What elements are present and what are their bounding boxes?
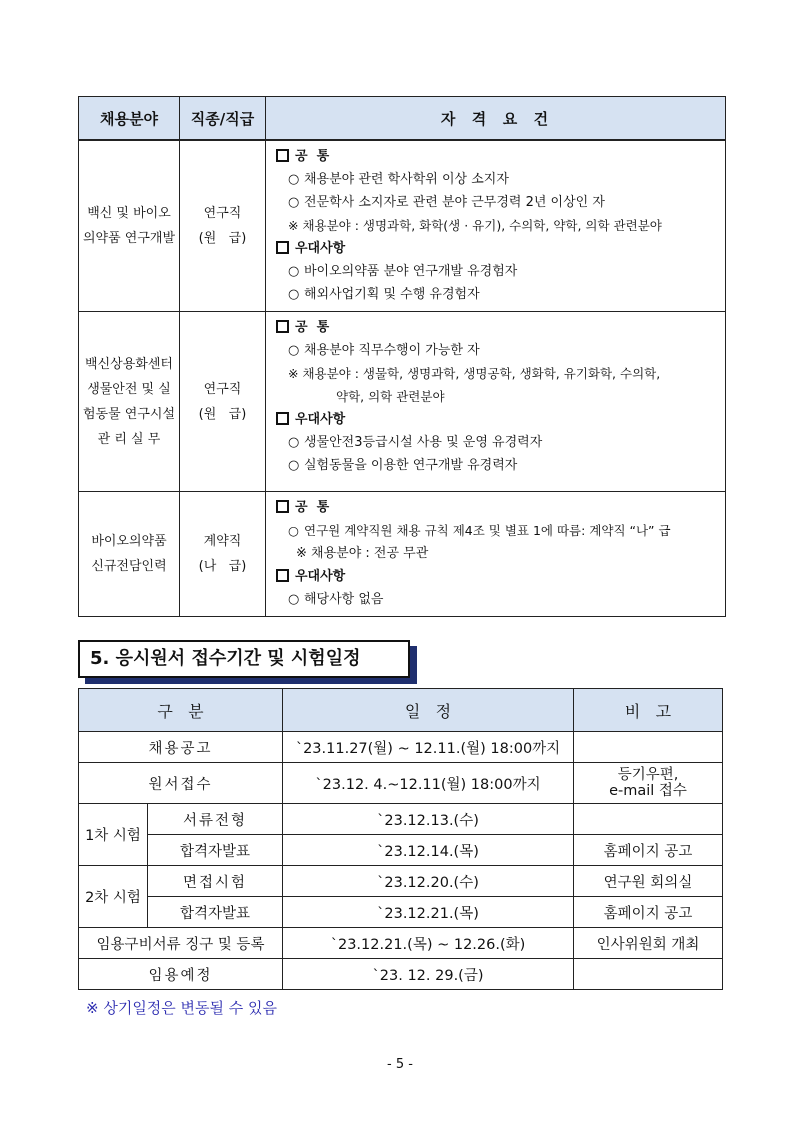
preference-label: 우대사항 bbox=[295, 412, 346, 427]
qualification-table bbox=[78, 96, 726, 617]
grade-line: (나 급) bbox=[198, 559, 247, 574]
section-title: 5. 응시원서 접수기간 및 시험일정 bbox=[78, 640, 410, 678]
field-cell bbox=[79, 492, 180, 617]
step-remark bbox=[574, 804, 723, 835]
checkbox-square-icon bbox=[276, 412, 289, 425]
step-remark: 홈페이지 공고 bbox=[574, 897, 723, 928]
field-line: 생물안전 및 실 bbox=[87, 381, 171, 397]
grade-cell bbox=[180, 140, 266, 312]
circle-bullet-icon: ○ bbox=[288, 264, 300, 279]
list-item bbox=[276, 339, 719, 362]
grade-line: (원 급) bbox=[198, 231, 247, 246]
circle-bullet-icon: ○ bbox=[288, 195, 300, 210]
common-label: 공 통 bbox=[295, 500, 330, 515]
list-item-text: 채용분야 직무수행이 가능한 자 bbox=[304, 343, 480, 358]
step-date: `23. 12. 29.(금) bbox=[283, 959, 574, 990]
field-line: 험동물 연구시설 bbox=[82, 406, 176, 422]
grade-cell bbox=[180, 312, 266, 492]
list-item bbox=[276, 454, 719, 477]
circle-bullet-icon: ○ bbox=[288, 592, 300, 607]
checkbox-square-icon bbox=[276, 500, 289, 513]
common-heading bbox=[276, 316, 719, 339]
header-schedule: 일 정 bbox=[283, 689, 574, 732]
qualification-row bbox=[79, 140, 726, 312]
remark-line: 등기우편, bbox=[617, 767, 679, 783]
schedule-header-row bbox=[79, 689, 723, 732]
circle-bullet-icon: ○ bbox=[288, 287, 300, 302]
common-heading bbox=[276, 145, 719, 168]
step-date: `23.12.13.(수) bbox=[283, 804, 574, 835]
preference-heading bbox=[276, 237, 719, 260]
table-row bbox=[79, 897, 723, 928]
grade-line: (원 급) bbox=[198, 406, 247, 422]
step-label: 합격자발표 bbox=[148, 897, 283, 928]
requirements-cell bbox=[266, 492, 726, 617]
round-label: 1차 시험 bbox=[79, 804, 148, 866]
list-item bbox=[276, 588, 719, 611]
step-remark: 인사위원회 개최 bbox=[574, 928, 723, 959]
field-line: 관 리 실 무 bbox=[97, 431, 161, 447]
list-item-text: 생물안전3등급시설 사용 및 운영 유경력자 bbox=[304, 435, 543, 450]
field-line: 바이오의약품 bbox=[91, 534, 167, 549]
checkbox-square-icon bbox=[276, 241, 289, 254]
qualification-row bbox=[79, 312, 726, 492]
grade-line: 연구직 bbox=[203, 381, 242, 397]
table-row bbox=[79, 928, 723, 959]
step-date: `23.11.27(월) ~ 12.11.(월) 18:00까지 bbox=[283, 732, 574, 763]
field-line: 의약품 연구개발 bbox=[82, 231, 176, 246]
list-item bbox=[276, 283, 719, 306]
field-note: ※ 채용분야 : 생명과학, 화학(생 · 유기), 수의학, 약학, 의학 관련분야 bbox=[288, 218, 662, 233]
grade-line: 계약직 bbox=[203, 534, 242, 549]
checkbox-square-icon bbox=[276, 320, 289, 333]
page-number: - 5 - bbox=[387, 1057, 413, 1072]
step-label: 면접시험 bbox=[148, 866, 283, 897]
remark-line: e-mail 접수 bbox=[609, 783, 687, 799]
step-date: `23.12.20.(수) bbox=[283, 866, 574, 897]
requirements-cell bbox=[266, 312, 726, 492]
table-row bbox=[79, 959, 723, 990]
field-note-continued: 약학, 의학 관련분야 bbox=[336, 389, 445, 404]
table-row bbox=[79, 732, 723, 763]
step-label: 합격자발표 bbox=[148, 835, 283, 866]
schedule-table bbox=[78, 688, 723, 990]
list-item-text: 실험동물을 이용한 연구개발 유경력자 bbox=[304, 458, 518, 473]
table-row bbox=[79, 763, 723, 804]
circle-bullet-icon: ○ bbox=[288, 435, 300, 450]
field-note: ※ 채용분야 : 생물학, 생명과학, 생명공학, 생화학, 유기화학, 수의학, bbox=[288, 366, 661, 381]
list-item bbox=[276, 519, 719, 542]
preference-heading bbox=[276, 565, 719, 588]
step-remark bbox=[574, 732, 723, 763]
list-item-text: 바이오의약품 분야 연구개발 유경험자 bbox=[304, 264, 518, 279]
header-field: 채용분야 bbox=[79, 97, 180, 141]
list-item-text: 해당사항 없음 bbox=[304, 592, 384, 607]
header-requirements: 자 격 요 건 bbox=[266, 97, 726, 141]
list-item-text: 해외사업기획 및 수행 유경험자 bbox=[304, 287, 480, 302]
preference-heading bbox=[276, 408, 719, 431]
header-category: 구 분 bbox=[79, 689, 283, 732]
grade-line: 연구직 bbox=[203, 206, 242, 221]
field-line: 백신상용화센터 bbox=[85, 356, 173, 372]
step-label: 임용예정 bbox=[79, 959, 283, 990]
list-item bbox=[276, 431, 719, 454]
preference-label: 우대사항 bbox=[295, 241, 346, 256]
header-grade: 직종/직급 bbox=[180, 97, 266, 141]
circle-bullet-icon: ○ bbox=[288, 343, 300, 358]
header-remarks: 비 고 bbox=[574, 689, 723, 732]
list-item-text: 전문학사 소지자로 관련 분야 근무경력 2년 이상인 자 bbox=[304, 195, 605, 210]
table-row bbox=[79, 835, 723, 866]
step-remark bbox=[574, 763, 723, 804]
grade-cell bbox=[180, 492, 266, 617]
step-date: `23.12. 4.~12.11(월) 18:00까지 bbox=[283, 763, 574, 804]
list-item bbox=[276, 168, 719, 191]
step-remark: 홈페이지 공고 bbox=[574, 835, 723, 866]
step-label: 서류전형 bbox=[148, 804, 283, 835]
step-label: 채용공고 bbox=[79, 732, 283, 763]
list-item-text: 채용분야 관련 학사학위 이상 소지자 bbox=[304, 172, 509, 187]
circle-bullet-icon: ○ bbox=[288, 523, 299, 538]
step-label: 임용구비서류 징구 및 등록 bbox=[79, 928, 283, 959]
round-label: 2차 시험 bbox=[79, 866, 148, 928]
step-date: `23.12.21.(목) bbox=[283, 897, 574, 928]
circle-bullet-icon: ○ bbox=[288, 172, 300, 187]
common-label: 공 통 bbox=[295, 320, 330, 335]
field-cell bbox=[79, 312, 180, 492]
step-remark: 연구원 회의실 bbox=[574, 866, 723, 897]
table-row bbox=[79, 804, 723, 835]
table-row bbox=[79, 866, 723, 897]
common-label: 공 통 bbox=[295, 149, 330, 164]
list-item bbox=[276, 260, 719, 283]
field-line: 신규전담인력 bbox=[91, 559, 167, 574]
checkbox-square-icon bbox=[276, 569, 289, 582]
circle-bullet-icon: ○ bbox=[288, 458, 300, 473]
checkbox-square-icon bbox=[276, 149, 289, 162]
list-item bbox=[276, 191, 719, 214]
qualification-row bbox=[79, 492, 726, 617]
field-note: ※ 채용분야 : 전공 무관 bbox=[296, 546, 429, 561]
common-heading bbox=[276, 496, 719, 519]
list-item-text: 연구원 계약직원 채용 규칙 제4조 및 별표 1에 따름: 계약직 “나” 급 bbox=[304, 523, 671, 538]
field-cell bbox=[79, 140, 180, 312]
step-date: `23.12.14.(목) bbox=[283, 835, 574, 866]
step-remark bbox=[574, 959, 723, 990]
step-label: 원서접수 bbox=[79, 763, 283, 804]
preference-label: 우대사항 bbox=[295, 569, 346, 584]
step-date: `23.12.21.(목) ~ 12.26.(화) bbox=[283, 928, 574, 959]
field-line: 백신 및 바이오 bbox=[87, 206, 171, 221]
requirements-cell bbox=[266, 140, 726, 312]
schedule-footnote: ※ 상기일정은 변동될 수 있음 bbox=[86, 999, 278, 1017]
qualification-header-row bbox=[79, 97, 726, 141]
